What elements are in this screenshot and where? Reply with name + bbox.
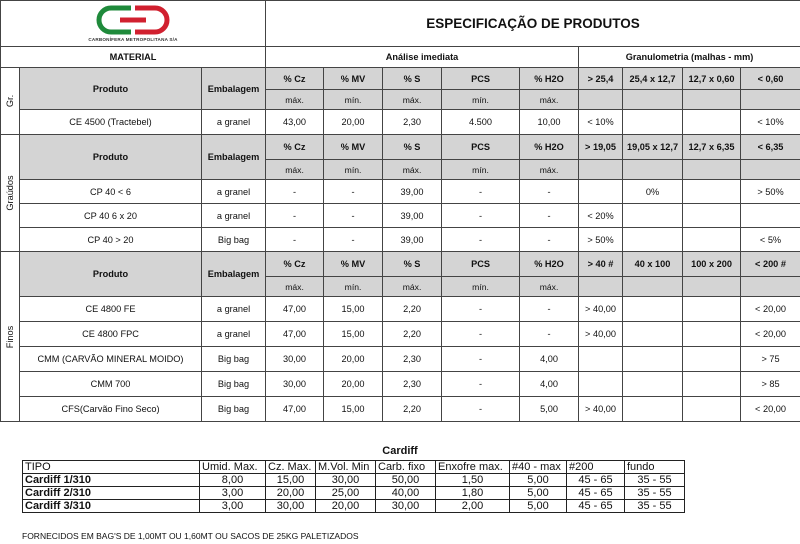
cardiff-value: 5,00 (510, 500, 567, 513)
spec-value (683, 347, 741, 372)
spec-value (623, 110, 683, 135)
cardiff-value: 3,00 (200, 500, 266, 513)
gran-sub-empty (683, 277, 741, 297)
company-logo-icon (96, 5, 170, 35)
spec-value (623, 204, 683, 228)
spec-value: < 20,00 (741, 297, 800, 322)
packaging: a granel (202, 110, 266, 135)
product-name: CE 4500 (Tractebel) (20, 110, 202, 135)
produto-header: Produto (20, 68, 202, 110)
spec-value: - (442, 297, 520, 322)
footer-note: FORNECIDOS EM BAG'S DE 1,00MT OU 1,60MT OU SACOS DE 25KG PALETIZADOS (22, 531, 359, 541)
spec-value: 15,00 (324, 397, 383, 422)
gran-sub-empty (579, 277, 623, 297)
gran-sub-empty (579, 90, 623, 110)
gran-header: 100 x 200 (683, 252, 741, 277)
spec-value: - (520, 204, 579, 228)
product-name: CMM (CARVÃO MINERAL MOIDO) (20, 347, 202, 372)
spec-value: 2,20 (383, 322, 442, 347)
limit-label: máx. (266, 277, 324, 297)
spec-value: - (520, 297, 579, 322)
spec-value: - (442, 397, 520, 422)
limit-label: mín. (442, 90, 520, 110)
limit-label: máx. (520, 90, 579, 110)
spec-value: 47,00 (266, 322, 324, 347)
cardiff-header: Umid. Max. (200, 461, 266, 474)
product-name: CE 4800 FPC (20, 322, 202, 347)
h2o-header: % H2O (520, 252, 579, 277)
company-name: CARBONÍFERA METROPOLITANA S/A (88, 37, 178, 42)
cardiff-value: 35 - 55 (625, 474, 685, 487)
produto-header: Produto (20, 252, 202, 297)
gran-sub-empty (623, 160, 683, 180)
granulometria-header: Granulometria (malhas - mm) (579, 47, 800, 68)
pcs-header: PCS (442, 135, 520, 160)
spec-value: - (324, 204, 383, 228)
limit-label: mín. (324, 160, 383, 180)
material-header: MATERIAL (1, 47, 266, 68)
cardiff-header: TIPO (23, 461, 200, 474)
spec-value: 15,00 (324, 297, 383, 322)
spec-value: 5,00 (520, 397, 579, 422)
spec-value: < 10% (741, 110, 800, 135)
spec-value: 30,00 (266, 347, 324, 372)
product-name: CP 40 > 20 (20, 228, 202, 252)
cardiff-value: 30,00 (376, 500, 436, 513)
spec-value: - (266, 228, 324, 252)
limit-label: mín. (442, 277, 520, 297)
cardiff-value: 35 - 55 (625, 487, 685, 500)
section-label-text: Finos (5, 325, 15, 348)
gran-sub-empty (741, 277, 800, 297)
spec-value: 0% (623, 180, 683, 204)
cardiff-value: 15,00 (266, 474, 316, 487)
analise-header: Análise imediata (266, 47, 579, 68)
spec-value: > 40,00 (579, 322, 623, 347)
spec-value: 20,00 (324, 372, 383, 397)
cardiff-value: 5,00 (510, 487, 567, 500)
cardiff-value: 5,00 (510, 474, 567, 487)
spec-value: 15,00 (324, 322, 383, 347)
table-row (1, 347, 800, 372)
limit-label: máx. (520, 160, 579, 180)
spec-value (683, 110, 741, 135)
spec-value: > 75 (741, 347, 800, 372)
spec-value: - (442, 180, 520, 204)
spec-value: - (442, 322, 520, 347)
cardiff-header: fundo (625, 461, 685, 474)
spec-value: < 20,00 (741, 397, 800, 422)
gran-header: 12,7 x 0,60 (683, 68, 741, 90)
spec-value: - (442, 204, 520, 228)
spec-value (683, 180, 741, 204)
limit-label: mín. (442, 160, 520, 180)
spec-value: > 50% (579, 228, 623, 252)
table-row (1, 180, 800, 204)
cardiff-value: 20,00 (316, 500, 376, 513)
mv-header: % MV (324, 135, 383, 160)
cardiff-header: Enxofre max. (436, 461, 510, 474)
cardiff-value: 8,00 (200, 474, 266, 487)
packaging: Big bag (202, 397, 266, 422)
spec-value (579, 180, 623, 204)
spec-value: 4,00 (520, 347, 579, 372)
spec-value (683, 228, 741, 252)
cardiff-table (22, 460, 685, 513)
spec-value: 10,00 (520, 110, 579, 135)
section-label-text: Graúdos (5, 175, 15, 211)
cardiff-value: 40,00 (376, 487, 436, 500)
gran-header: > 19,05 (579, 135, 623, 160)
h2o-header: % H2O (520, 135, 579, 160)
cz-header: % Cz (266, 68, 324, 90)
cardiff-header: Cz. Max. (266, 461, 316, 474)
spec-value (741, 204, 800, 228)
spec-value: - (442, 228, 520, 252)
spec-value (623, 322, 683, 347)
page-title: ESPECIFICAÇÃO DE PRODUTOS (266, 1, 800, 47)
limit-label: máx. (383, 277, 442, 297)
section-label-text: Gr. (5, 94, 15, 108)
gran-header: 40 x 100 (623, 252, 683, 277)
s-header: % S (383, 68, 442, 90)
embalagem-header: Embalagem (202, 252, 266, 297)
spec-value: 43,00 (266, 110, 324, 135)
gran-sub-empty (579, 160, 623, 180)
spec-value: 2,30 (383, 372, 442, 397)
product-name: CMM 700 (20, 372, 202, 397)
product-name: CP 40 < 6 (20, 180, 202, 204)
limit-label: máx. (266, 90, 324, 110)
cz-header: % Cz (266, 252, 324, 277)
spec-value: 47,00 (266, 397, 324, 422)
spec-value (623, 397, 683, 422)
spec-value (683, 322, 741, 347)
spec-value: 4,00 (520, 372, 579, 397)
company-logo (1, 5, 265, 42)
spec-value: 2,30 (383, 110, 442, 135)
cardiff-type: Cardiff 1/310 (23, 474, 200, 487)
packaging: Big bag (202, 228, 266, 252)
packaging: a granel (202, 322, 266, 347)
spec-value (683, 397, 741, 422)
pcs-header: PCS (442, 68, 520, 90)
table-row (1, 297, 800, 322)
section-label-graudos (1, 135, 20, 252)
cardiff-value: 45 - 65 (567, 474, 625, 487)
cardiff-value: 30,00 (316, 474, 376, 487)
spec-value (623, 297, 683, 322)
spec-value: 39,00 (383, 204, 442, 228)
logo-cell (1, 1, 266, 47)
cardiff-value: 2,00 (436, 500, 510, 513)
cardiff-type: Cardiff 2/310 (23, 487, 200, 500)
cardiff-value: 25,00 (316, 487, 376, 500)
spec-value: > 40,00 (579, 397, 623, 422)
table-row (1, 397, 800, 422)
limit-label: mín. (324, 90, 383, 110)
gran-header: < 6,35 (741, 135, 800, 160)
cardiff-value: 1,80 (436, 487, 510, 500)
pcs-header: PCS (442, 252, 520, 277)
spec-value: 39,00 (383, 228, 442, 252)
cardiff-title: Cardiff (382, 445, 418, 457)
product-name: CE 4800 FE (20, 297, 202, 322)
spec-value: < 10% (579, 110, 623, 135)
section-label-gr (1, 68, 20, 135)
gran-sub-empty (683, 90, 741, 110)
spec-value: - (442, 372, 520, 397)
table-row (1, 322, 800, 347)
gran-header: < 0,60 (741, 68, 800, 90)
packaging: Big bag (202, 372, 266, 397)
gran-header: 12,7 x 6,35 (683, 135, 741, 160)
cardiff-value: 50,00 (376, 474, 436, 487)
spec-value (579, 347, 623, 372)
spec-value: 4.500 (442, 110, 520, 135)
spec-value: - (520, 180, 579, 204)
gran-header: 19,05 x 12,7 (623, 135, 683, 160)
limit-label: máx. (266, 160, 324, 180)
section-label-finos (1, 252, 20, 422)
gran-sub-empty (623, 277, 683, 297)
cardiff-value: 45 - 65 (567, 500, 625, 513)
product-name: CFS(Carvão Fino Seco) (20, 397, 202, 422)
cz-header: % Cz (266, 135, 324, 160)
limit-label: máx. (383, 160, 442, 180)
s-header: % S (383, 252, 442, 277)
cardiff-row (23, 487, 685, 500)
cardiff-type: Cardiff 3/310 (23, 500, 200, 513)
cardiff-value: 30,00 (266, 500, 316, 513)
cardiff-header: #40 - max (510, 461, 567, 474)
spec-value (683, 297, 741, 322)
product-name: CP 40 6 x 20 (20, 204, 202, 228)
spec-value (683, 204, 741, 228)
mv-header: % MV (324, 252, 383, 277)
spec-value: 30,00 (266, 372, 324, 397)
packaging: a granel (202, 297, 266, 322)
table-row (1, 204, 800, 228)
spec-value: > 50% (741, 180, 800, 204)
packaging: a granel (202, 204, 266, 228)
gran-sub-empty (683, 160, 741, 180)
gran-header: < 200 # (741, 252, 800, 277)
limit-label: máx. (383, 90, 442, 110)
limit-label: máx. (520, 277, 579, 297)
spec-value: < 20,00 (741, 322, 800, 347)
limit-label: mín. (324, 277, 383, 297)
cardiff-value: 45 - 65 (567, 487, 625, 500)
gran-header: > 40 # (579, 252, 623, 277)
spec-value: 2,20 (383, 297, 442, 322)
spec-value: > 40,00 (579, 297, 623, 322)
cardiff-value: 1,50 (436, 474, 510, 487)
spec-value: - (324, 228, 383, 252)
embalagem-header: Embalagem (202, 68, 266, 110)
spec-value: - (520, 228, 579, 252)
spec-value: 20,00 (324, 347, 383, 372)
spec-value: - (520, 322, 579, 347)
spec-value: 39,00 (383, 180, 442, 204)
gran-sub-empty (741, 160, 800, 180)
table-row (1, 110, 800, 135)
h2o-header: % H2O (520, 68, 579, 90)
cardiff-header: #200 (567, 461, 625, 474)
gran-sub-empty (623, 90, 683, 110)
spec-value: > 85 (741, 372, 800, 397)
mv-header: % MV (324, 68, 383, 90)
produto-header: Produto (20, 135, 202, 180)
cardiff-header-row (23, 461, 685, 474)
spec-value (579, 372, 623, 397)
gran-sub-empty (741, 90, 800, 110)
gran-header: 25,4 x 12,7 (623, 68, 683, 90)
cardiff-row (23, 500, 685, 513)
spec-value: - (266, 204, 324, 228)
embalagem-header: Embalagem (202, 135, 266, 180)
cardiff-header: M.Vol. Min (316, 461, 376, 474)
cardiff-value: 20,00 (266, 487, 316, 500)
spec-value: 20,00 (324, 110, 383, 135)
cardiff-header: Carb. fixo (376, 461, 436, 474)
gran-header: > 25,4 (579, 68, 623, 90)
table-row (1, 228, 800, 252)
packaging: Big bag (202, 347, 266, 372)
spec-value (683, 372, 741, 397)
cardiff-value: 35 - 55 (625, 500, 685, 513)
table-row (1, 372, 800, 397)
packaging: a granel (202, 180, 266, 204)
s-header: % S (383, 135, 442, 160)
cardiff-value: 3,00 (200, 487, 266, 500)
spec-value: 2,30 (383, 347, 442, 372)
spec-value (623, 347, 683, 372)
cardiff-row (23, 474, 685, 487)
spec-value: - (266, 180, 324, 204)
spec-value: 2,20 (383, 397, 442, 422)
spec-value: - (442, 347, 520, 372)
spec-value: < 20% (579, 204, 623, 228)
spec-value: 47,00 (266, 297, 324, 322)
spec-value: - (324, 180, 383, 204)
spec-value (623, 372, 683, 397)
spec-value: < 5% (741, 228, 800, 252)
spec-value (623, 228, 683, 252)
